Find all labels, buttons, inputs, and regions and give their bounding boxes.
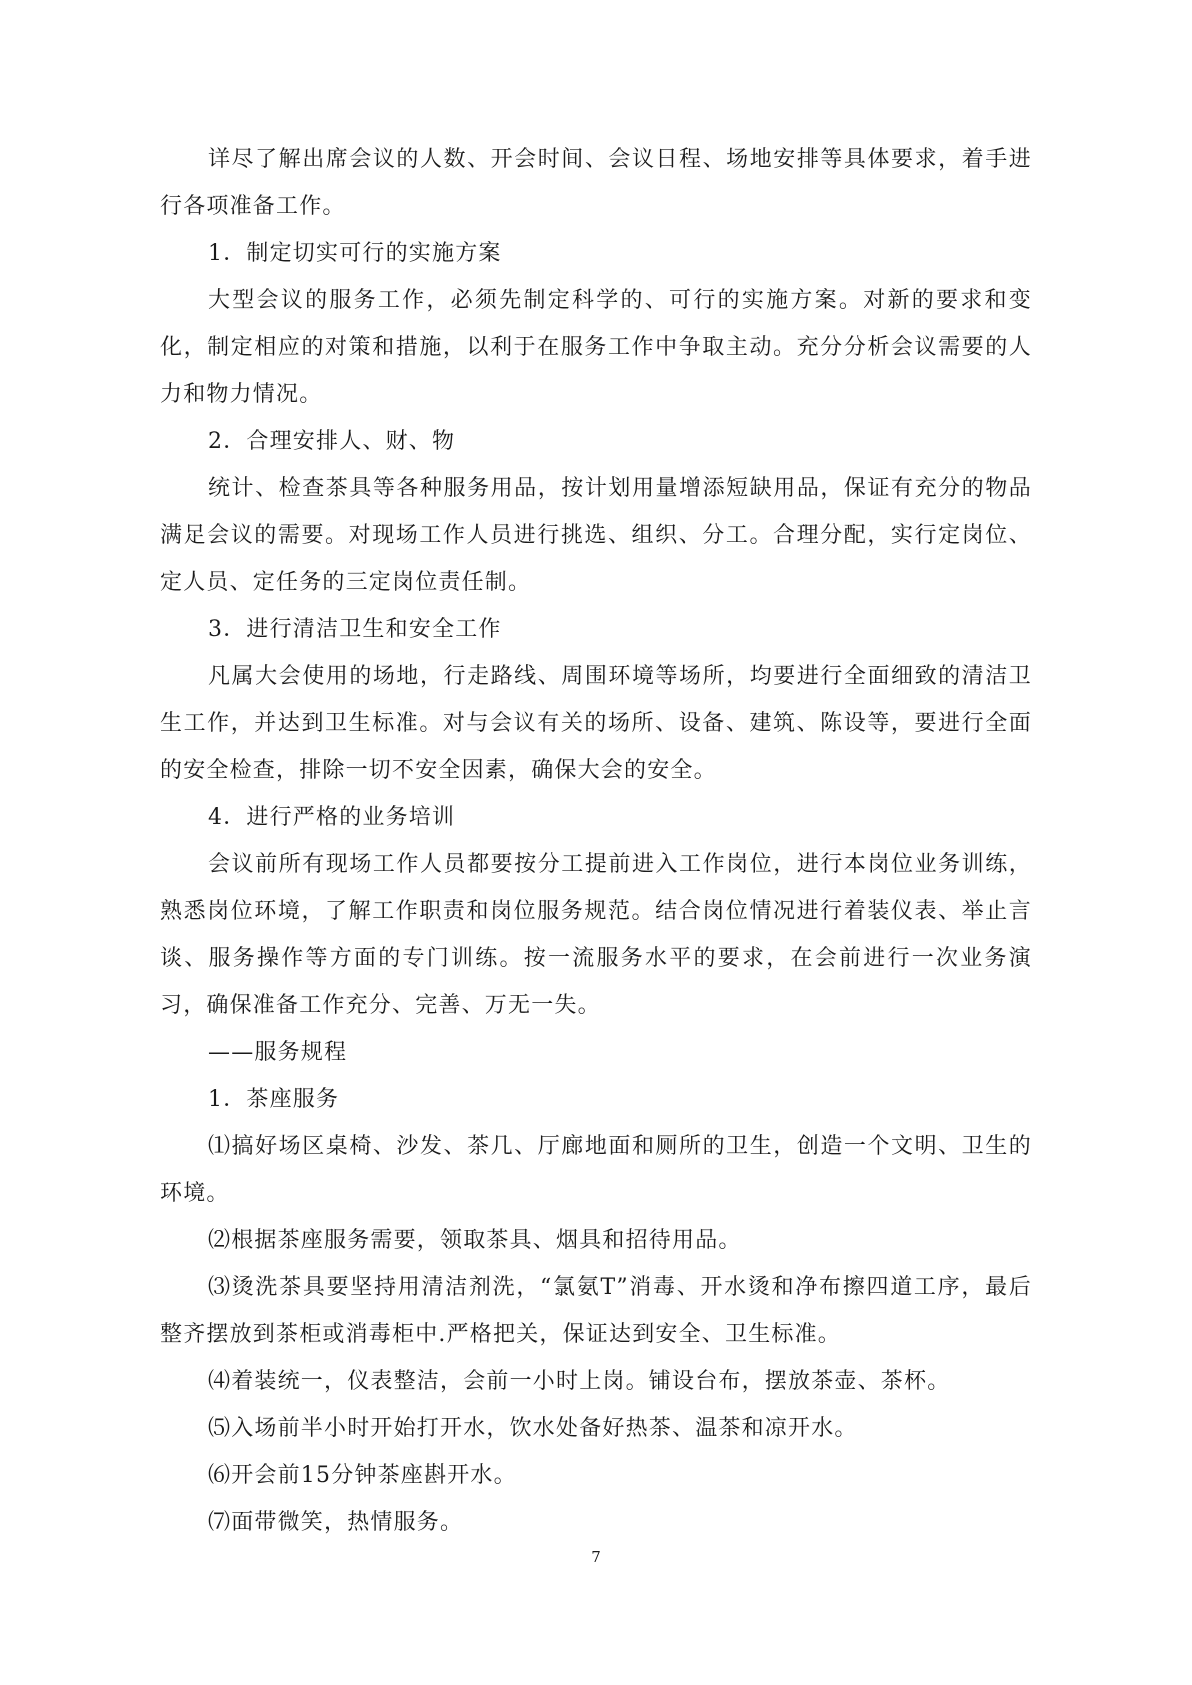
page-number: 7 xyxy=(591,1548,601,1566)
paragraph-section-3: 凡属大会使用的场地，行走路线、周围环境等场所，均要进行全面细致的清洁卫生工作，并达到卫生标准。对与会议有关的场所、设备、建筑、陈设等，要进行全面的安全检查，排除一切不安全因素，确保大会的安全。 xyxy=(160,664,1032,783)
section-heading-1: 1．制定切实可行的实施方案 xyxy=(208,241,502,266)
list-item: ⑸入场前半小时开始打开水，饮水处备好热茶、温茶和凉开水。 xyxy=(208,1416,858,1441)
paragraph-intro: 详尽了解出席会议的人数、开会时间、会议日程、场地安排等具体要求，着手进行各项准备工作。 xyxy=(160,147,1032,219)
list-item: ⑷着装统一，仪表整洁，会前一小时上岗。铺设台布，摆放茶壶、茶杯。 xyxy=(208,1369,951,1394)
list-item: ⑹开会前15分钟茶座斟开水。 xyxy=(208,1463,517,1488)
paragraph-section-4: 会议前所有现场工作人员都要按分工提前进入工作岗位，进行本岗位业务训练，熟悉岗位环境，了解工作职责和岗位服务规范。结合岗位情况进行着装仪表、举止言谈、服务操作等方面的专门训练。按一流服务水平的要求，在会前进行一次业务演习，确保准备工作充分、完善、万无一失。 xyxy=(160,852,1032,1018)
list-item: ⑺面带微笑，热情服务。 xyxy=(208,1510,464,1535)
subsection-title-service-procedure: ——服务规程 xyxy=(208,1040,348,1065)
list-item: ⑵根据茶座服务需要，领取茶具、烟具和招待用品。 xyxy=(208,1228,742,1253)
list-item: ⑶烫洗茶具要坚持用清洁剂洗，“氯氨T”消毒、开水烫和净布擦四道工序，最后整齐摆放到茶柜或消毒柜中.严格把关，保证达到安全、卫生标准。 xyxy=(160,1275,1032,1347)
section-heading-4: 4．进行严格的业务培训 xyxy=(208,805,456,830)
procedure-heading-1: 1．茶座服务 xyxy=(208,1087,340,1112)
document-body xyxy=(160,136,1032,1546)
section-heading-3: 3．进行清洁卫生和安全工作 xyxy=(208,617,502,642)
section-heading-2: 2．合理安排人、财、物 xyxy=(208,429,456,454)
paragraph-section-2: 统计、检查茶具等各种服务用品，按计划用量增添短缺用品，保证有充分的物品满足会议的需要。对现场工作人员进行挑选、组织、分工。合理分配，实行定岗位、定人员、定任务的三定岗位责任制。 xyxy=(160,476,1032,595)
list-item: ⑴搞好场区桌椅、沙发、茶几、厅廊地面和厕所的卫生，创造一个文明、卫生的环境。 xyxy=(160,1134,1032,1206)
paragraph-section-1: 大型会议的服务工作，必须先制定科学的、可行的实施方案。对新的要求和变化，制定相应的对策和措施，以利于在服务工作中争取主动。充分分析会议需要的人力和物力情况。 xyxy=(160,288,1032,407)
